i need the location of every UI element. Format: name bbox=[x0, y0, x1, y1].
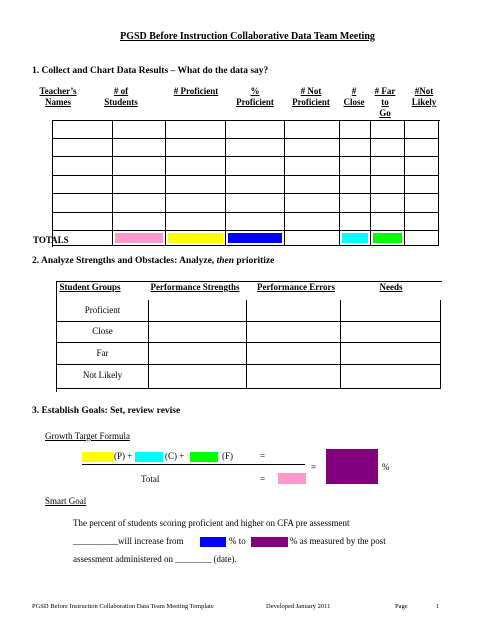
totals-cell[interactable] bbox=[113, 231, 166, 246]
data-cell[interactable] bbox=[340, 120, 371, 139]
data-cell[interactable] bbox=[52, 157, 113, 176]
data-cell[interactable] bbox=[285, 213, 340, 231]
formula-p: (P) + bbox=[114, 451, 133, 461]
analysis-cell[interactable] bbox=[247, 300, 341, 322]
column-header-line: #Not bbox=[414, 86, 434, 96]
formula-eq3: = bbox=[311, 462, 317, 472]
goal-sentence-1: The percent of students scoring proficient and higher on CFA pre assessment bbox=[73, 518, 350, 528]
data-cell[interactable] bbox=[340, 139, 371, 157]
analysis-cell[interactable] bbox=[247, 365, 341, 389]
group-label: Close bbox=[92, 326, 113, 336]
percent-sign: % bbox=[382, 462, 390, 472]
footer-left: PGSD Before Instruction Collaboration Data Team Meeting Template bbox=[32, 603, 214, 610]
analysis-cell[interactable] bbox=[149, 300, 247, 322]
data-cell[interactable] bbox=[405, 120, 439, 139]
analysis-cell[interactable] bbox=[341, 321, 441, 343]
fraction-bar bbox=[82, 464, 305, 465]
group-column-header: Performance Errors bbox=[256, 282, 336, 292]
column-header bbox=[30, 86, 86, 108]
column-header-line: # Proficient bbox=[173, 86, 219, 96]
formula-eq2: = bbox=[260, 474, 266, 484]
from-swatch bbox=[200, 537, 226, 547]
page-title: PGSD Before Instruction Collaborative Data Team Meeting bbox=[120, 31, 375, 42]
totals-cell[interactable] bbox=[405, 231, 439, 246]
column-header-line: Teacher’s bbox=[39, 86, 77, 96]
column-header-line: Proficient bbox=[292, 97, 330, 107]
goal-sentence-3: assessment administered on ________ (date). bbox=[73, 554, 237, 564]
data-cell[interactable] bbox=[166, 176, 226, 194]
smart-goal-label: Smart Goal bbox=[45, 496, 87, 506]
totals-color-fill bbox=[373, 233, 402, 243]
data-cell[interactable] bbox=[166, 157, 226, 176]
data-cell[interactable] bbox=[340, 194, 371, 213]
analysis-cell[interactable] bbox=[149, 321, 247, 343]
footer-middle: Developed January 2011 bbox=[266, 603, 331, 610]
section3-heading: 3. Establish Goals: Set, review revise bbox=[32, 406, 181, 416]
analysis-cell[interactable] bbox=[247, 343, 341, 365]
footer-page-number: 1 bbox=[436, 603, 440, 610]
data-cell[interactable] bbox=[113, 157, 166, 176]
column-header bbox=[285, 86, 337, 108]
column-header bbox=[229, 86, 281, 108]
analysis-cell[interactable] bbox=[341, 300, 441, 322]
data-cell[interactable] bbox=[113, 176, 166, 194]
data-cell[interactable] bbox=[285, 176, 340, 194]
data-cell[interactable] bbox=[52, 120, 113, 139]
data-cell[interactable] bbox=[226, 194, 285, 213]
result-swatch bbox=[326, 449, 378, 484]
data-cell[interactable] bbox=[52, 194, 113, 213]
data-cell[interactable] bbox=[52, 213, 113, 231]
totals-cell[interactable] bbox=[285, 231, 340, 246]
column-header bbox=[165, 86, 227, 97]
data-cell[interactable] bbox=[166, 139, 226, 157]
data-cell[interactable] bbox=[113, 139, 166, 157]
to-swatch bbox=[251, 537, 288, 547]
analysis-cell[interactable] bbox=[247, 321, 341, 343]
data-cell[interactable] bbox=[113, 194, 166, 213]
data-cell[interactable] bbox=[226, 139, 285, 157]
data-cell[interactable] bbox=[113, 213, 166, 231]
goal-sentence-2a: __________will increase from bbox=[73, 536, 184, 546]
group-label: Proficient bbox=[84, 305, 121, 315]
column-header bbox=[369, 86, 401, 119]
column-header-line: % bbox=[250, 86, 260, 96]
growth-target-label: Growth Target Formula bbox=[45, 431, 131, 441]
group-label: Not Likely bbox=[82, 370, 123, 380]
data-cell[interactable] bbox=[371, 157, 405, 176]
data-cell[interactable] bbox=[52, 176, 113, 194]
analysis-cell[interactable] bbox=[341, 365, 441, 389]
footer-page-label: Page bbox=[395, 603, 408, 610]
analysis-cell[interactable] bbox=[341, 343, 441, 365]
column-header-line: Proficient bbox=[236, 97, 274, 107]
data-cell[interactable] bbox=[405, 176, 439, 194]
data-cell[interactable] bbox=[285, 194, 340, 213]
column-header-line: # of bbox=[113, 86, 129, 96]
formula-eq1: = bbox=[260, 451, 266, 461]
goal-sentence-2b: % to bbox=[229, 536, 246, 546]
data-cell[interactable] bbox=[166, 120, 226, 139]
far-swatch bbox=[190, 452, 218, 462]
data-cell[interactable] bbox=[226, 157, 285, 176]
data-cell[interactable] bbox=[371, 120, 405, 139]
totals-color-fill bbox=[168, 233, 223, 243]
formula-f: (F) bbox=[222, 451, 233, 461]
group-label: Far bbox=[96, 348, 109, 358]
column-header-line: # bbox=[351, 86, 357, 96]
column-header-line: # Not bbox=[300, 86, 322, 96]
totals-color-fill bbox=[342, 233, 368, 243]
totals-cell[interactable] bbox=[340, 231, 371, 246]
data-cell[interactable] bbox=[285, 157, 340, 176]
group-column-header: Performance Strengths bbox=[150, 282, 240, 292]
totals-label: TOTALS bbox=[33, 235, 69, 245]
column-header-line: Go bbox=[379, 108, 391, 118]
data-cell[interactable] bbox=[340, 213, 371, 231]
data-cell[interactable] bbox=[52, 139, 113, 157]
totals-color-fill bbox=[228, 233, 282, 243]
data-cell[interactable] bbox=[340, 157, 371, 176]
proficient-swatch bbox=[82, 452, 113, 462]
column-header bbox=[339, 86, 369, 108]
data-cell[interactable] bbox=[405, 139, 439, 157]
data-results-table bbox=[52, 120, 440, 247]
data-cell[interactable] bbox=[166, 194, 226, 213]
column-header-line: to bbox=[381, 97, 389, 107]
section1-heading: 1. Collect and Chart Data Results – What do the data say? bbox=[32, 66, 269, 76]
totals-cell[interactable] bbox=[371, 231, 405, 246]
close-swatch bbox=[135, 452, 163, 462]
column-header-line: Names bbox=[45, 97, 71, 107]
data-cell[interactable] bbox=[405, 194, 439, 213]
data-cell[interactable] bbox=[340, 176, 371, 194]
total-swatch bbox=[278, 473, 306, 484]
data-cell[interactable] bbox=[405, 213, 439, 231]
data-cell[interactable] bbox=[166, 213, 226, 231]
data-cell[interactable] bbox=[226, 120, 285, 139]
column-header-line: Likely bbox=[411, 97, 437, 107]
data-cell[interactable] bbox=[371, 194, 405, 213]
data-cell[interactable] bbox=[371, 176, 405, 194]
totals-cell[interactable] bbox=[166, 231, 226, 246]
data-cell[interactable] bbox=[405, 157, 439, 176]
column-header-line: Close bbox=[343, 97, 365, 107]
section2-heading: 2. Analyze Strengths and Obstacles: Analyze, then prioritize bbox=[32, 256, 275, 266]
column-header-line: # Far bbox=[374, 86, 396, 96]
group-column-header: Student Groups bbox=[59, 282, 121, 292]
analysis-cell[interactable] bbox=[149, 343, 247, 365]
totals-color-fill bbox=[115, 233, 163, 243]
totals-cell[interactable] bbox=[226, 231, 285, 246]
goal-sentence-2c: % as measured by the post bbox=[290, 536, 386, 546]
data-cell[interactable] bbox=[226, 213, 285, 231]
data-cell[interactable] bbox=[285, 139, 340, 157]
column-header bbox=[96, 86, 146, 108]
column-header-line: Students bbox=[104, 97, 138, 107]
group-column-header: Needs bbox=[379, 282, 403, 292]
data-cell[interactable] bbox=[371, 213, 405, 231]
data-cell[interactable] bbox=[285, 120, 340, 139]
analysis-cell[interactable] bbox=[149, 365, 247, 389]
data-cell[interactable] bbox=[113, 120, 166, 139]
data-cell[interactable] bbox=[371, 139, 405, 157]
formula-c: (C) + bbox=[165, 451, 185, 461]
column-header bbox=[407, 86, 441, 108]
data-cell[interactable] bbox=[226, 176, 285, 194]
formula-total: Total bbox=[141, 474, 160, 484]
